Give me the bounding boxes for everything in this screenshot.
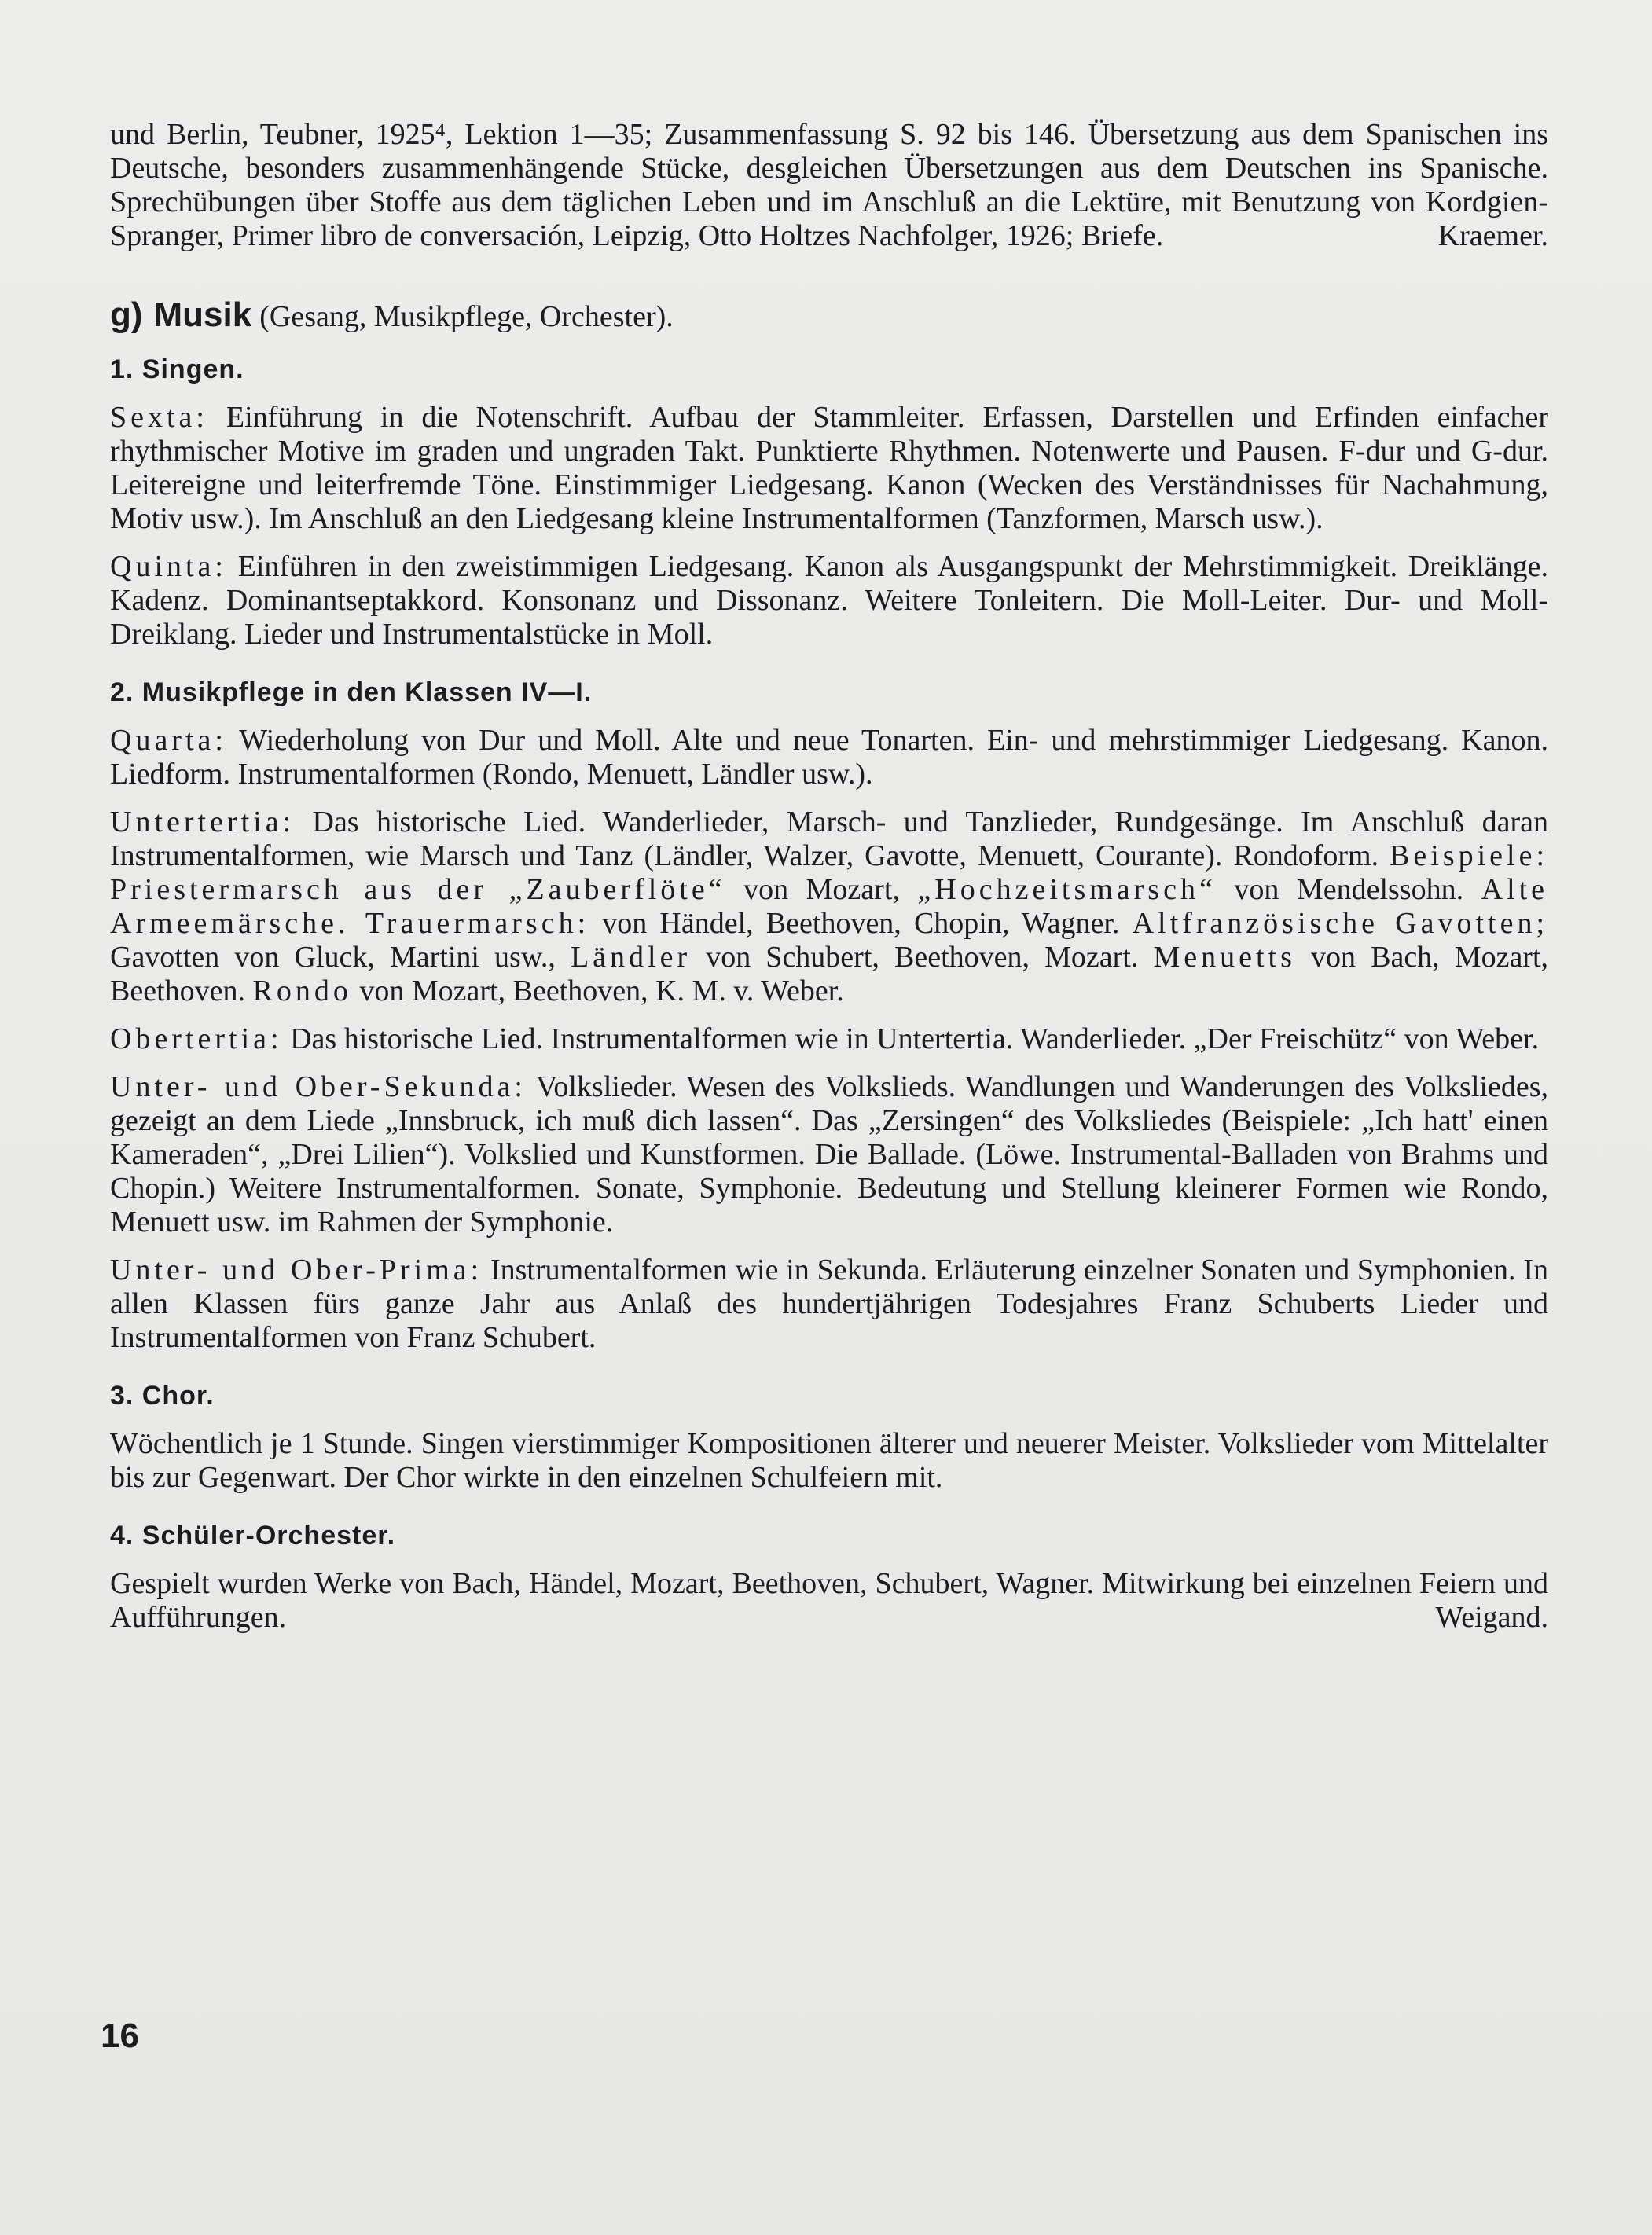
text-quinta: Einführen in den zweistimmigen Liedgesang. Kanon als Ausgangspunkt der Mehrstimmigkeit. Dreiklänge. Kadenz. Dominantseptakkord. Konsonanz und Dissonanz. Weitere Tonleitern. Die Moll-Leiter. Dur- und Moll-Dreiklang. Lieder und Instrumentalstücke in Moll. xyxy=(110,550,1549,651)
untertertia-armee: Alte Armeemärsche. Trauermarsch: xyxy=(110,873,1549,940)
orchester-signature: Weigand. xyxy=(1435,1601,1548,1634)
intro-signature: Kraemer. xyxy=(1437,219,1548,252)
paragraph-quinta xyxy=(110,550,1548,651)
label-sexta: Sexta: xyxy=(110,401,208,434)
untertertia-part3: von Mendelssohn. xyxy=(1234,873,1464,906)
label-untertertia: Untertertia: xyxy=(110,806,296,839)
paragraph-sekunda xyxy=(110,1070,1548,1239)
page-number: 16 xyxy=(101,2017,139,2055)
paragraph-chor: Wöchentlich je 1 Stunde. Singen vierstimmiger Kompositionen älterer und neuerer Meister. Volkslieder vom Mittelalter bis zur Gegenwart. Der Chor wirkte in den einzelnen Schulfeiern mit. xyxy=(110,1427,1548,1494)
subheading-orchester: 4. Schüler-Orchester. xyxy=(110,1521,396,1551)
untertertia-priester: Priestermarsch aus der „Zauberflöte“ xyxy=(110,873,726,906)
heading-subtitle: (Gesang, Musikpflege, Orchester). xyxy=(259,300,674,333)
untertertia-part2: von Mozart, xyxy=(743,873,900,906)
page-content xyxy=(110,118,1548,1649)
subheading-chor: 3. Chor. xyxy=(110,1381,215,1411)
intro-text: und Berlin, Teubner, 1925⁴, Lektion 1—35; Zusammenfassung S. 92 bis 146. Übersetzung aus dem Spanischen ins Deutsche, besonders zusammenhängende Stücke, desgleichen Übersetzungen aus dem Deutschen ins Spanische. Sprechübungen über Stoffe aus dem täglichen Leben und im Anschluß an die Lektüre, mit Benutzung von Kordgien-Spranger, Primer libro de conversación, Leipzig, Otto Holtzes Nachfolger, 1926; Briefe. xyxy=(110,118,1548,252)
untertertia-beispiele: Beispiele: xyxy=(1390,839,1549,872)
untertertia-menuetts: Menuetts xyxy=(1153,941,1296,974)
paragraph-orchester xyxy=(110,1567,1548,1635)
paragraph-quarta xyxy=(110,724,1548,791)
untertertia-laendler: Ländler xyxy=(570,941,692,974)
label-quinta: Quinta: xyxy=(110,550,227,583)
subheading-musikpflege: 2. Musikpflege in den Klassen IV—I. xyxy=(110,677,593,707)
text-obertertia: Das historische Lied. Instrumentalformen wie in Untertertia. Wanderlieder. „Der Freischütz“ von Weber. xyxy=(290,1022,1540,1055)
label-obertertia: Obertertia: xyxy=(110,1022,283,1055)
text-orchester: Gespielt wurden Werke von Bach, Händel, Mozart, Beethoven, Schubert, Wagner. Mitwirkung bei einzelnen Feiern und Aufführungen. xyxy=(110,1567,1548,1634)
untertertia-rondo: Rondo xyxy=(252,974,352,1007)
paragraph-obertertia xyxy=(110,1022,1548,1056)
label-prima: Unter- und Ober-Prima: xyxy=(110,1253,483,1286)
text-prima: Instrumentalformen wie in Sekunda. Erläuterung einzelner Sonaten und Symphonien. In allen Klassen fürs ganze Jahr aus Anlaß des hundertjährigen Todesjahres Franz Schuberts Lieder und Instrumentalformen von Franz Schubert. xyxy=(110,1253,1548,1354)
label-quarta: Quarta: xyxy=(110,724,227,757)
heading-title: Musik xyxy=(153,295,252,334)
heading-letter: g) xyxy=(110,295,143,334)
untertertia-part5: Gavotten von Gluck, Martini usw., xyxy=(110,941,556,974)
paragraph-prima xyxy=(110,1253,1548,1355)
text-sexta: Einführung in die Notenschrift. Aufbau der Stammleiter. Erfassen, Darstellen und Erfinden einfacher rhythmischer Motive im graden und ungraden Takt. Punktierte Rhythmen. Notenwerte und Pausen. F-dur und G-dur. Leitereigne und leiterfremde Töne. Einstimmiger Liedgesang. Kanon (Wecken des Verständnisses für Nachahmung, Motiv usw.). Im Anschluß an den Liedgesang kleine Instrumentalformen (Tanzformen, Marsch usw.). xyxy=(110,401,1548,535)
untertertia-part4: von Händel, Beethoven, Chopin, Wagner. xyxy=(602,907,1120,940)
untertertia-part7: von Bach, Mozart, Beethoven. xyxy=(110,941,1549,1007)
subheading-singen: 1. Singen. xyxy=(110,354,244,384)
label-sekunda: Unter- und Ober-Sekunda: xyxy=(110,1070,527,1103)
untertertia-part8: von Mozart, Beethoven, K. M. v. Weber. xyxy=(359,974,844,1007)
paragraph-untertertia xyxy=(110,806,1548,1008)
section-heading-musik xyxy=(110,297,1548,335)
untertertia-hochzeit: „Hochzeitsmarsch“ xyxy=(917,873,1217,906)
paragraph-sexta xyxy=(110,401,1548,536)
untertertia-gavotten: Altfranzösische Gavotten; xyxy=(1132,907,1549,940)
text-sekunda: Volkslieder. Wesen des Volkslieds. Wandlungen und Wanderungen des Volksliedes, gezeigt an dem Liede „Innsbruck, ich muß dich lassen“. Das „Zersingen“ des Volksliedes (Beispiele: „Ich hatt' einen Kameraden“, „Drei Lilien“). Volkslied und Kunstformen. Die Ballade. (Löwe. Instrumental-Balladen von Brahms und Chopin.) Weitere Instrumentalformen. Sonate, Symphonie. Bedeutung und Stellung kleinerer Formen wie Rondo, Menuett usw. im Rahmen der Symphonie. xyxy=(110,1070,1548,1239)
text-quarta: Wiederholung von Dur und Moll. Alte und neue Tonarten. Ein- und mehrstimmiger Liedgesang. Kanon. Liedform. Instrumentalformen (Rondo, Menuett, Ländler usw.). xyxy=(110,724,1548,791)
intro-paragraph xyxy=(110,118,1548,253)
untertertia-part1: Das historische Lied. Wanderlieder, Marsch- und Tanzlieder, Rundgesänge. Im Anschluß daran Instrumentalformen, wie Marsch und Tanz (Ländler, Walzer, Gavotte, Menuett, Courante). Rondoform. xyxy=(110,806,1548,872)
untertertia-part6: von Schubert, Beethoven, Mozart. xyxy=(706,941,1139,974)
